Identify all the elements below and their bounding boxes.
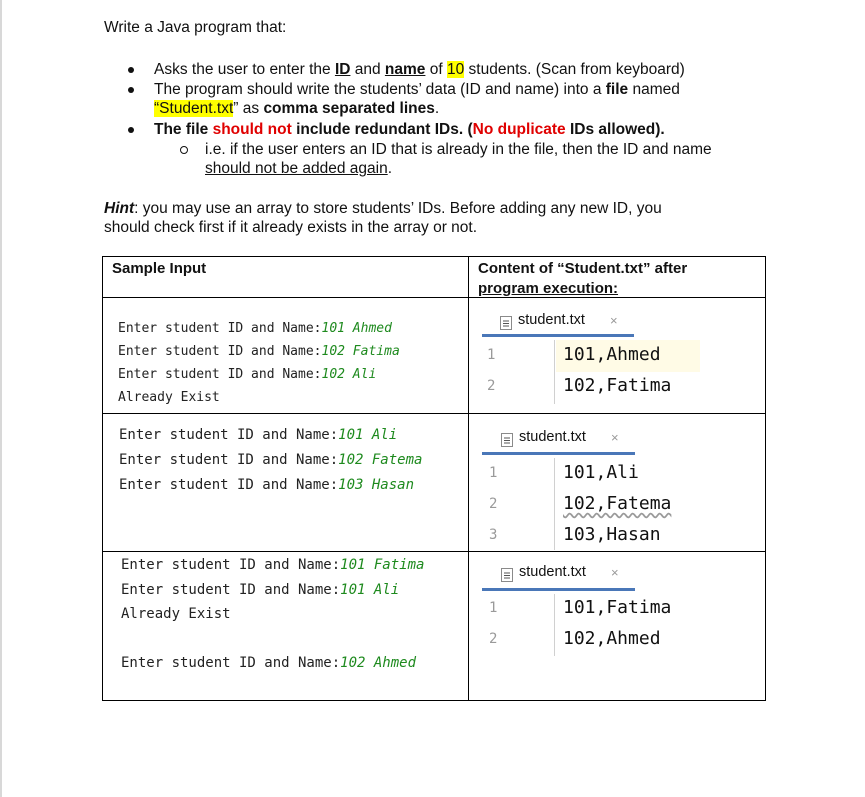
console-line: Enter student ID and Name:101 Ahmed — [118, 321, 392, 336]
editor-gutter — [554, 594, 555, 656]
page-edge — [0, 0, 2, 797]
table-column-divider — [468, 256, 469, 701]
table-header-divider — [102, 297, 766, 298]
text-file-icon — [501, 433, 513, 447]
editor-gutter — [554, 458, 555, 550]
console-line: Enter student ID and Name:102 Ali — [118, 367, 377, 382]
header-sample-input: Sample Input — [112, 260, 207, 277]
sub-bullet-circle — [180, 146, 188, 154]
console-line: Enter student ID and Name:102 Ahmed — [121, 655, 417, 671]
editor-gutter — [554, 340, 555, 404]
count-highlight: 10 — [446, 61, 465, 78]
table-row-divider — [102, 551, 766, 552]
bullet-dot — [128, 87, 134, 93]
line-number: 2 — [489, 631, 498, 647]
line-number: 1 — [489, 465, 498, 481]
bullet-2-line-1: The program should write the students’ data (ID and name) into a file named — [154, 81, 680, 98]
filename-highlight: “Student.txt — [154, 100, 234, 117]
hint-line-2: should check first if it already exists in the array or not. — [104, 219, 478, 236]
header-content-line-1: Content of “Student.txt” after — [478, 260, 688, 277]
close-icon[interactable]: × — [611, 565, 619, 580]
file-line: 101,Ali — [563, 462, 639, 483]
file-line: 102,Ahmed — [563, 628, 661, 649]
console-line: Enter student ID and Name:103 Hasan — [119, 477, 415, 493]
sub-bullet-line-2: should not be added again. — [205, 160, 393, 177]
text-file-icon — [500, 316, 512, 330]
file-line: 102,Fatema — [563, 493, 672, 514]
header-content-line-2: program execution: — [478, 280, 619, 297]
intro-text: Write a Java program that: — [104, 19, 287, 36]
console-line: Enter student ID and Name:101 Ali — [119, 427, 398, 443]
active-tab-indicator — [482, 452, 635, 455]
active-tab-indicator — [482, 588, 635, 591]
id-word: ID — [334, 61, 351, 78]
file-line: 101,Fatima — [563, 597, 672, 618]
console-line: Already Exist — [118, 390, 220, 405]
name-word: name — [384, 61, 426, 78]
console-line: Enter student ID and Name:101 Ali — [121, 582, 400, 598]
sub-bullet-line-1: i.e. if the user enters an ID that is already in the file, then the ID and name — [205, 141, 712, 158]
hint-line-1: Hint: you may use an array to store students’ IDs. Before adding any new ID, you — [104, 200, 662, 217]
close-icon[interactable]: × — [610, 313, 618, 328]
bullet-dot — [128, 127, 134, 133]
line-number: 1 — [487, 347, 496, 363]
line-number: 2 — [489, 496, 498, 512]
line-number: 2 — [487, 378, 496, 394]
text-file-icon — [501, 568, 513, 582]
file-line: 103,Hasan — [563, 524, 661, 545]
file-line: 102,Fatima — [563, 375, 672, 396]
table-row-divider — [102, 413, 766, 414]
hint-label: Hint — [104, 200, 135, 217]
bullet-dot — [128, 67, 134, 73]
bullet-1: Asks the user to enter the ID and name of 10 students. (Scan from keyboard) — [154, 61, 685, 78]
console-line: Already Exist — [121, 606, 231, 622]
bullet-2-line-2: “Student.txt” as comma separated lines. — [154, 100, 440, 117]
active-tab-indicator — [482, 334, 634, 337]
file-line: 101,Ahmed — [563, 344, 661, 365]
bullet-3: The file should not include redundant IDs. (No duplicate IDs allowed). — [154, 121, 665, 138]
close-icon[interactable]: × — [611, 430, 619, 445]
console-line: Enter student ID and Name:102 Fatema — [119, 452, 423, 468]
line-number: 3 — [489, 527, 498, 543]
console-line: Enter student ID and Name:102 Fatima — [118, 344, 400, 359]
console-line: Enter student ID and Name:101 Fatima — [121, 557, 425, 573]
line-number: 1 — [489, 600, 498, 616]
